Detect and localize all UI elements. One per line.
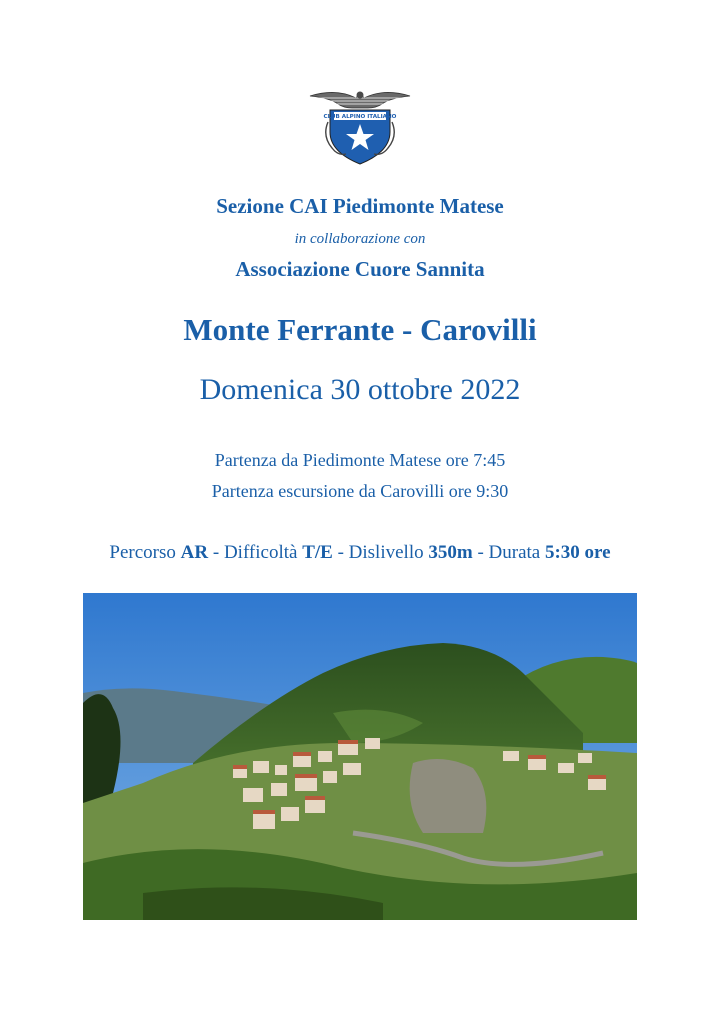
separator: - [332, 542, 349, 563]
event-title: Monte Ferrante - Carovilli [183, 312, 537, 347]
cai-logo [306, 82, 414, 166]
svg-text:CLUB ALPINO ITALIANO: CLUB ALPINO ITALIANO [323, 114, 397, 120]
association-name: Associazione Cuore Sannita [235, 257, 485, 281]
departure-village: Partenza da Piedimonte Matese ore 7:45 [214, 450, 506, 470]
collaboration-text: in collaborazione con [294, 231, 426, 247]
landscape-photo [83, 593, 637, 920]
dislivello-label: Dislivello [348, 542, 429, 563]
durata-value: 5:30 ore [544, 542, 611, 563]
percorso-value: AR [180, 542, 209, 563]
separator: - [208, 542, 224, 563]
organization-name: Sezione CAI Piedimonte Matese [216, 194, 504, 218]
difficolta-value: T/E [302, 542, 333, 563]
dislivello-value: 350m [428, 542, 473, 563]
durata-label: Durata [488, 542, 545, 563]
route-details [0, 542, 720, 564]
departure-hike: Partenza escursione da Carovilli ore 9:30 [211, 481, 509, 501]
event-date: Domenica 30 ottobre 2022 [199, 373, 521, 406]
difficolta-label: Difficoltà [223, 542, 303, 563]
separator: - [472, 542, 489, 563]
percorso-label: Percorso [109, 542, 181, 563]
eagle-icon [310, 92, 410, 109]
